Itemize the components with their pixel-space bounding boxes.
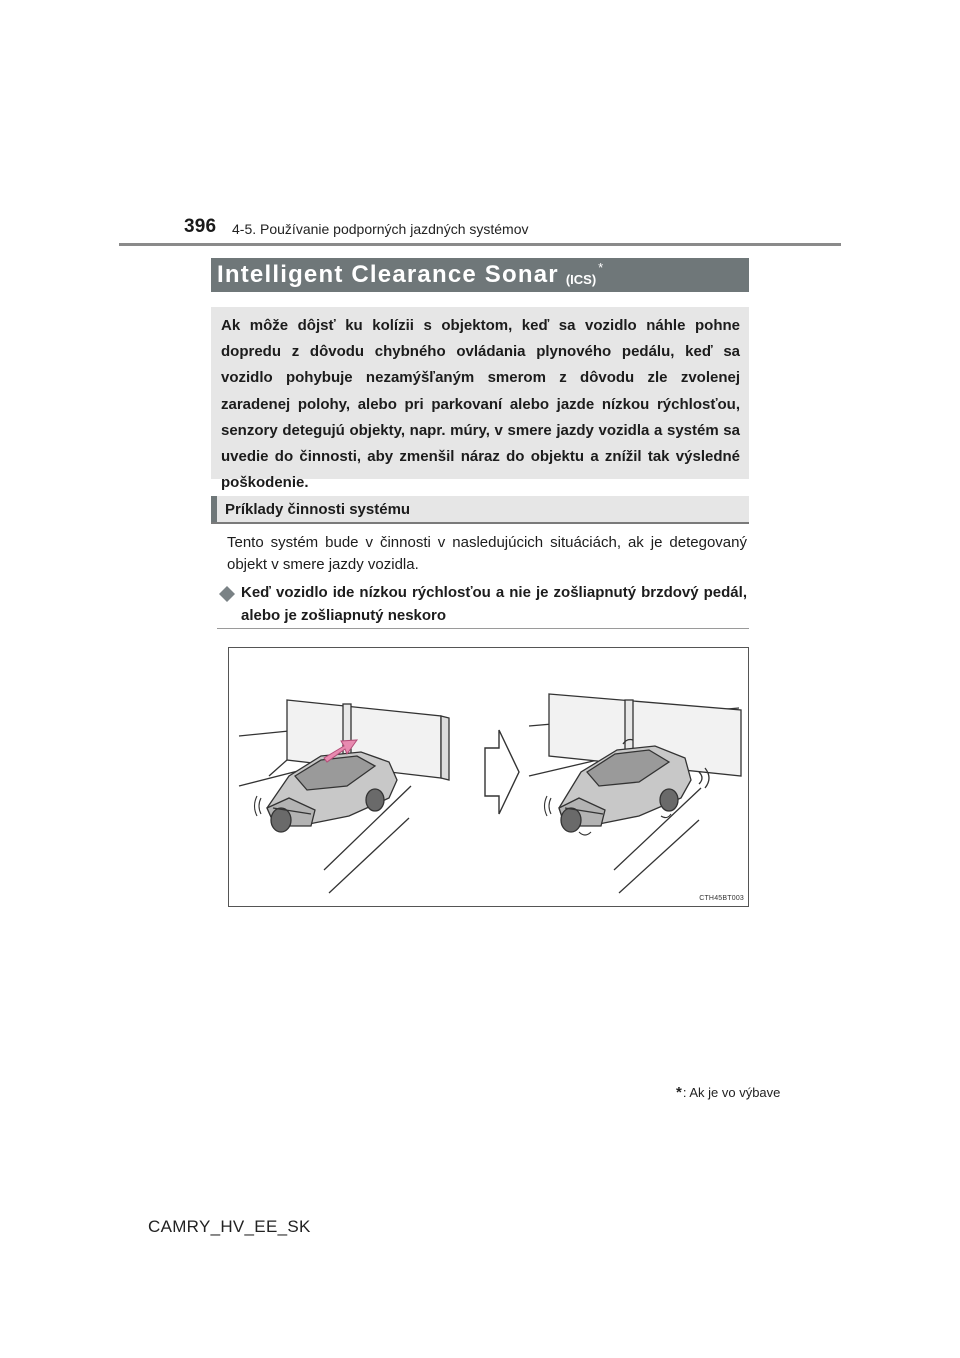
footnote <box>676 1084 780 1101</box>
subsection-accent <box>211 496 217 522</box>
section-title-abbreviation: (ICS) <box>565 271 597 287</box>
section-title-bar <box>211 258 749 292</box>
intro-box <box>211 307 749 492</box>
scene-before-collision <box>239 700 449 893</box>
bullet-heading: Keď vozidlo ide nízkou rýchlosťou a nie je zošliapnutý brzdový pedál, alebo je zošliapnutý neskoro <box>241 584 747 624</box>
page-number: 396 <box>184 216 217 237</box>
footnote-marker: * <box>676 1084 682 1101</box>
car-wall-illustration <box>229 648 748 906</box>
subsection-heading-bar <box>211 496 749 524</box>
bullet-divider <box>217 628 749 629</box>
footnote-text: : Ak je vo výbave <box>682 1085 781 1100</box>
illustration-figure <box>228 647 749 907</box>
header-divider <box>119 243 841 246</box>
section-title: Intelligent Clearance Sonar <box>217 261 559 288</box>
subsection-heading: Príklady činnosti systému <box>225 501 411 518</box>
scene-after-collision <box>529 694 741 893</box>
document-code: CAMRY_HV_EE_SK <box>148 1217 311 1236</box>
body-paragraph: Tento systém bude v činnosti v nasledujúcich situáciách, ak je detegovaný objekt v smere jazdy vozidla. <box>227 534 747 573</box>
intro-text: Ak môže dôjsť ku kolízii s objektom, keď sa vozidlo náhle pohne dopredu z dôvodu chybného ovládania plynového pedálu, keď sa vozidlo pohybuje nezamýšľaným smerom z dôvodu zle zvolenej zaradenej polohy, alebo pri parkovaní alebo jazde nízkou rýchlosťou, senzory detegujú objekty, napr. múry, v smere jazdy vozidla a systém sa uvedie do činnosti, aby zmenšil náraz do objektu a znížil tak výsledné poškodenie. <box>221 317 740 492</box>
transition-arrow-icon <box>485 730 519 814</box>
diamond-bullet-icon <box>217 584 237 604</box>
figure-code: CTH45BT003 <box>699 895 744 902</box>
chapter-title: 4-5. Používanie podporných jazdných systémov <box>232 221 529 237</box>
footnote-marker: * <box>598 259 604 275</box>
